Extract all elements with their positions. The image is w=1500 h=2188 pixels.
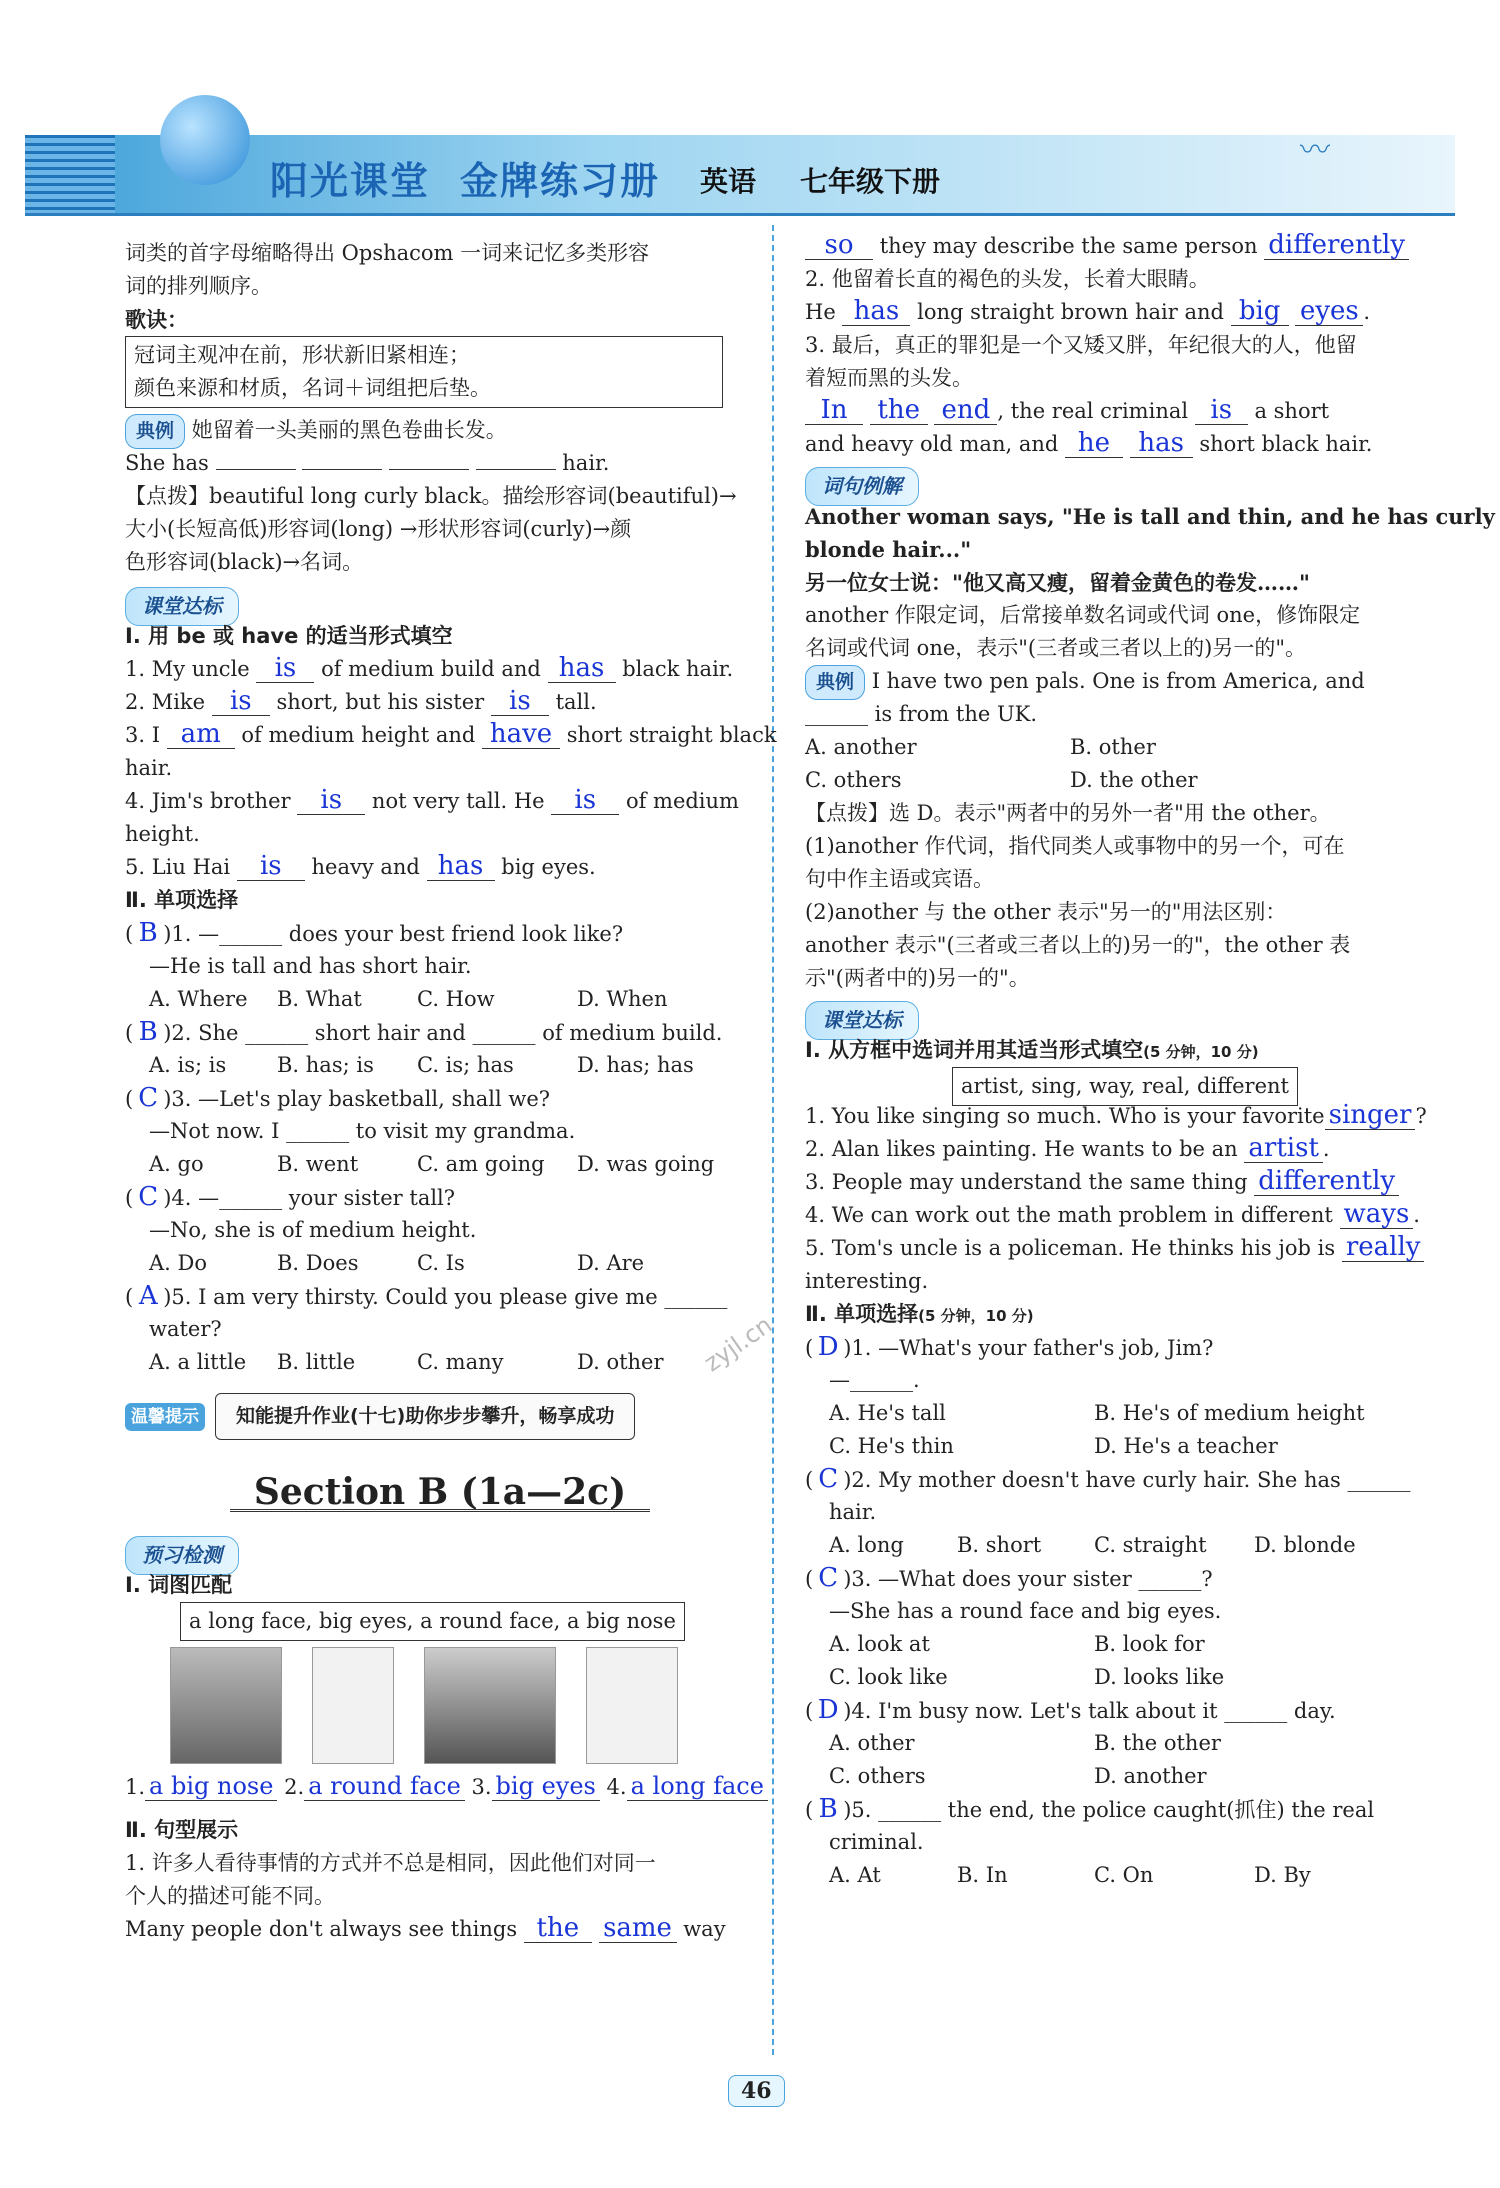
q4-text-d: height. [125,822,200,846]
match-pictures [125,1647,755,1767]
preview-badge: 预习检测 [125,1536,239,1575]
mc-question-cont: —He is tall and has short hair. [149,954,472,978]
part2-title: Ⅱ. 单项选择 [125,888,239,912]
section-title: Section B (1a—2c) [230,1476,650,1512]
explain-en-1: Another woman says, "He is tall and thin, and he has curly [805,504,1495,529]
subject-label: 英语 [700,165,757,198]
mc-option: A. a little [149,1350,247,1374]
s2-cn: 2. 他留着长直的褐色的头发，长着大眼睛。 [805,267,1210,291]
q3-text-c: short straight black [566,723,777,747]
example-option: D. the other [1070,768,1198,792]
q4-text-c: of medium [625,789,739,813]
mc-item: ( D )1. —What's your father's job, Jim? —______. A. He's tall B. He's of medium height C. He's thin D. He's a teacher [805,1331,1445,1463]
tip-box: 知能提升作业(十七)助你步步攀升，畅享成功 [215,1393,635,1440]
f5-end: interesting. [805,1269,929,1293]
f2-answer: artist [1244,1134,1322,1163]
mc-question: )3. —What does your sister ______? [843,1567,1213,1591]
mc-option: C. How [417,987,495,1011]
mc-option: B. What [277,987,362,1011]
mc-item: ( C )3. —What does your sister ______? —She has a round face and big eyes. A. look at B. look for C. look like D. looks like [805,1562,1445,1694]
mc-option: C. On [1094,1863,1154,1887]
mc-option: C. many [417,1350,504,1374]
r1-answer: so [805,231,873,260]
mc-question: )5. ______ the end, the police caught(抓住) the real [843,1798,1375,1822]
q4-text-a: 4. Jim's brother [125,789,291,813]
example-tip-5: another 表示"(三者或三者以上的)另一的"，the other 表 [805,933,1351,957]
s1-en-b: way [683,1917,726,1941]
example-q-2: ______ is from the UK. [805,702,1038,726]
q1-text-b: of medium build and [321,657,541,681]
intro-line-2: 词的排列顺序。 [125,274,272,298]
mc-option: B. He's of medium height [1094,1401,1365,1425]
q1-answer-1: is [256,654,314,683]
mc-option: A. go [149,1152,204,1176]
mc-question: )1. —______ does your best friend look like? [163,922,624,946]
mc-question: )4. I'm busy now. Let's talk about it ______ day. [843,1699,1336,1723]
p1-score: (5 分钟，10 分) [1143,1043,1259,1061]
s3-cn-2: 着短而黑的头发。 [805,366,973,390]
brand-title: 阳光课堂 [270,159,431,203]
example-tip-6: 示"(两者中的)另一的"。 [805,966,1030,990]
s3-answer-1: In [805,396,863,425]
mc-option: D. another [1094,1764,1207,1788]
mc-option: C. is; has [417,1053,514,1077]
s1-cn-1: 1. 许多人看待事情的方式并不总是相同，因此他们对同一 [125,1851,656,1875]
explain-en-2: blonde hair..." [805,537,972,562]
mc-option: D. was going [577,1152,715,1176]
explain-note-1: another 作限定词，后常接单数名词或代词 one，修饰限定 [805,603,1361,627]
f1-answer: singer [1325,1101,1416,1130]
mc-answer: D [817,1695,839,1725]
example-tag: 典例 [125,414,185,449]
header-stripes [25,135,115,213]
match-num: 3. [471,1775,492,1799]
q2-answer-2: is [491,687,549,716]
f2-end: . [1322,1137,1330,1161]
f1-text: 1. You like singing so much. Who is your favorite [805,1104,1325,1128]
f1-end: ? [1415,1104,1427,1128]
f3-text: 3. People may understand the same thing [805,1170,1248,1194]
f5-text: 5. Tom's uncle is a policeman. He thinks his job is [805,1236,1336,1260]
mc-question-cont: criminal. [829,1830,924,1854]
mc-item: ( C )3. —Let's play basketball, shall we? —Not now. I ______ to visit my grandma. A. go B. went C. am going D. was going [125,1082,755,1181]
mc-option: A. Where [149,987,248,1011]
mc-option: D. other [577,1350,664,1374]
mc-option: B. has; is [277,1053,374,1077]
match-num: 2. [284,1775,305,1799]
mc-option: D. looks like [1094,1665,1225,1689]
s2-text-a: He [805,300,836,324]
song-line-1: 冠词主观冲在前，形状新旧紧相连； [134,343,470,367]
example-she-has: She has [125,451,209,475]
example-tip-2: (1)another 作代词，指代同类人或事物中的另一个，可在 [805,834,1345,858]
match-answer: big eyes [492,1772,600,1801]
mc-answer: D [817,1332,839,1362]
mc-answer: B [138,1017,158,1047]
p1-title: Ⅰ. 从方框中选词并用其适当形式填空 [805,1038,1144,1062]
mc-option: A. He's tall [829,1401,946,1425]
mc-option: B. the other [1094,1731,1221,1755]
mc-item: ( C )4. —______ your sister tall? —No, she is of medium height. A. Do B. Does C. Is D. Are [125,1181,755,1280]
mc-option: D. Are [577,1251,645,1275]
mc-option: A. Do [149,1251,207,1275]
example-tip-4: (2)another 与 the other 表示"另一的"用法区别： [805,900,1287,924]
man-long-face-image [586,1647,678,1764]
mc-answer: B [818,1794,838,1824]
class-badge-2: 课堂达标 [805,1001,919,1040]
mc-option: A. look at [829,1632,930,1656]
mc-answer: A [138,1281,158,1311]
f2-text: 2. Alan likes painting. He wants to be an [805,1137,1238,1161]
song-box [125,336,723,408]
q5-answer-1: is [237,852,305,881]
example-option: B. other [1070,735,1156,759]
song-line-2: 颜色来源和材质，名词＋词组把后垫。 [134,376,491,400]
example-tag: 典例 [805,665,865,700]
s2-text-b: long straight brown hair and [917,300,1224,324]
example-q-1: I have two pen pals. One is from America, and [871,669,1365,693]
mc-option: B. went [277,1152,359,1176]
s3-text-e: short black hair. [1199,432,1373,456]
mc-option: B. Does [277,1251,359,1275]
q5-text-c: big eyes. [501,855,596,879]
mc-question-cont: hair. [829,1500,877,1524]
mc-question-cont: —No, she is of medium height. [149,1218,477,1242]
s3-text-c: a short [1254,399,1330,423]
match-num: 4. [606,1775,627,1799]
grade-label: 七年级下册 [800,165,941,198]
tip-row [125,1393,755,1440]
q5-text-a: 5. Liu Hai [125,855,231,879]
example-tip-1: 【点拨】选 D。表示"两者中的另外一者"用 the other。 [805,801,1331,825]
right-column: so they may describe the same person differently 2. 他留着长直的褐色的头发，长着大眼睛。 He has long straight brown hair and big eyes . 3. 最后，真正的罪犯是一个又矮又胖，年纪很大的人，他留 着短而黑的头发。 In the end , the real criminal is a short and heavy old man, and he has short black hair. 词句例解 Another woman says, "He is tall and thin, and he has curly blonde hair..." 另一位女士说："他又高又瘦，留着金黄色的卷发……" another 作限定词，后常接单数名词或代词 one，修饰限定 名词或代词 one，表示"(三者或三者以上的)另一的"。 典例 I have two pen pals. One is from America, and ______ is from the UK. A. another B. other C. others D. the other 【点拨】选 D。表示"两者中的另外一者"用 the other。 (1)another 作代词，指代同类人或事物中的另一个，可在 句中作主语或宾语。 (2)another 与 the other 表示"另一的"用法区别： another 表示"(三者或三者以上的)另一的"，the other 表 示"(两者中的)另一的"。 课堂达标 Ⅰ. 从方框中选词并用其适当形式填空(5 分钟，10 分) artist, sing, way, real, different 1. You like singing so much. Who is your favorite singer ? 2. Alan likes painting. He wants to be an artist . 3. People may understand the same thing differently 4. We can work out the math problem in different ways . 5. Tom's uncle is a policeman. He thinks his job is really interesting. Ⅱ. 单项选择(5 分钟，10 分) ( D )1. —What's your father's job, Jim? —______. A. He's tall B. He's of medium height C. He's thin D. He's a teacher ( C )2. My mother doesn't have curly hair. She has ______ hair. A. long B. short C. straight D. blonde ( C )3. —What does your sister ______? —She has a round face and big eyes. A. look at B. look for C. look like D. looks like ( D )4. I'm busy now. Let's talk about it ______ day. A. other B. the other C. others D. another ( B )5. ______ the end, the police caught(抓住) the real criminal. A. At B. In C. On D. By [805,230,1445,1892]
example-hair: hair. [562,451,610,475]
mc-item: ( C )2. My mother doesn't have curly hair. She has ______ hair. A. long B. short C. straight D. blonde [805,1463,1445,1562]
s3-cn-1: 3. 最后，真正的罪犯是一个又矮又胖，年纪很大的人，他留 [805,333,1357,357]
mc-answer: B [138,918,158,948]
mc-item: ( D )4. I'm busy now. Let's talk about it ______ day. A. other B. the other C. others D. another [805,1694,1445,1793]
bird-icon: 〰 [1300,133,1330,168]
r1-text: they may describe the same person [879,234,1258,258]
song-label: 歌诀： [125,307,188,332]
match-answer: a round face [304,1772,465,1801]
q1-answer-2: has [548,654,616,683]
q3-answer-1: am [167,720,235,749]
mc-option: C. Is [417,1251,465,1275]
mc-option: C. He's thin [829,1434,954,1458]
tip-tag: 温馨提示 [125,1403,205,1431]
mc-answer: C [138,1182,159,1212]
mc-question: )5. I am very thirsty. Could you please give me ______ [163,1285,728,1309]
r1-answer-2: differently [1264,231,1409,260]
mc-option: A. other [829,1731,915,1755]
q1-text-a: 1. My uncle [125,657,250,681]
mc-question-cont: —She has a round face and big eyes. [829,1599,1222,1623]
sun-classroom-logo [160,95,250,185]
watermark: zyjl.cn [698,1310,778,1378]
q3-text-b: of medium height and [241,723,476,747]
match-word-box: a long face, big eyes, a round face, a big nose [180,1602,685,1641]
s1-en-a: Many people don't always see things [125,1917,518,1941]
mc-option: B. look for [1094,1632,1205,1656]
f4-end: . [1413,1203,1420,1227]
mc-answer: C [818,1464,839,1494]
s2-answer-2: big [1231,297,1289,326]
mc-question: )2. My mother doesn't have curly hair. She has ______ [843,1468,1411,1492]
match-title: Ⅰ. 词图匹配 [125,1573,233,1597]
s1-answer-2: same [599,1914,677,1943]
mc-option: C. straight [1094,1533,1207,1557]
match-num: 1. [125,1775,146,1799]
s3-answer-2: the [870,396,928,425]
example-option: A. another [805,735,917,759]
mc-option: B. little [277,1350,356,1374]
sentence-title: Ⅱ. 句型展示 [125,1818,239,1842]
baby-big-eyes-image [424,1647,556,1764]
mc-question-cont: water? [149,1317,222,1341]
explain-note-2: 名词或代词 one，表示"(三者或三者以上的)另一的"。 [805,636,1306,660]
f5-answer: really [1342,1233,1425,1262]
s2-answer-1: has [842,297,910,326]
mc-option: D. blonde [1254,1533,1356,1557]
mc-option: C. look like [829,1665,948,1689]
q3-text-d: hair. [125,756,173,780]
q5-text-b: heavy and [311,855,420,879]
mc-option: C. others [829,1764,926,1788]
man-big-nose-image [170,1647,282,1764]
explain-cn: 另一位女士说："他又高又瘦，留着金黄色的卷发……" [805,570,1310,595]
mc-question: )4. —______ your sister tall? [163,1186,456,1210]
mc-option: D. He's a teacher [1094,1434,1278,1458]
mc-option: D. has; has [577,1053,694,1077]
class-badge: 课堂达标 [125,587,239,626]
q4-answer-2: is [551,786,619,815]
s2-answer-3: eyes [1295,297,1363,326]
f4-answer: ways [1340,1200,1414,1229]
part1-title: Ⅰ. 用 be 或 have 的适当形式填空 [125,624,453,648]
s3-answer-3: end [934,396,997,425]
mc-question-cont: —Not now. I ______ to visit my grandma. [149,1119,576,1143]
q2-text-b: short, but his sister [276,690,485,714]
mc-question-cont: —______. [829,1368,920,1392]
mc-question: )3. —Let's play basketball, shall we? [163,1087,551,1111]
q3-text-a: 3. I [125,723,161,747]
mc-item: ( B )1. —______ does your best friend look like? —He is tall and has short hair. A. Where B. What C. How D. When [125,917,755,1016]
word-box: artist, sing, way, real, different [952,1067,1298,1106]
s1-cn-2: 个人的描述可能不同。 [125,1884,335,1908]
girl-round-face-image [312,1647,394,1764]
page-number: 46 [728,2075,785,2107]
s3-text-d: and heavy old man, and [805,432,1059,456]
column-divider [772,225,774,2055]
right-mc-list [805,1331,1445,1892]
s3-answer-6: has [1130,429,1193,458]
s3-answer-5: he [1065,429,1123,458]
p2-score: (5 分钟，10 分) [918,1307,1034,1325]
s3-text-b: , the real criminal [997,399,1189,423]
tip-line-3: 色形容词(black)→名词。 [125,550,364,574]
mc-option: B. In [957,1863,1008,1887]
mc-item: ( A )5. I am very thirsty. Could you please give me ______ water? A. a little B. little C. many D. other [125,1280,755,1379]
tip-line-2: 大小(长短高低)形容词(long) →形状形容词(curly)→颜 [125,517,632,541]
f3-answer: differently [1254,1167,1399,1196]
q2-answer-1: is [212,687,270,716]
match-answer: a big nose [145,1772,277,1801]
q5-answer-2: has [427,852,495,881]
p2-title: Ⅱ. 单项选择 [805,1302,919,1326]
example-option: C. others [805,768,902,792]
mc-question: )1. —What's your father's job, Jim? [843,1336,1214,1360]
mc-option: A. is; is [149,1053,227,1077]
brand-subtitle: 金牌练习册 [460,159,661,203]
q4-answer-1: is [297,786,365,815]
example-tip-3: 句中作主语或宾语。 [805,867,994,891]
q2-text-c: tall. [555,690,597,714]
match-answer: a long face [627,1772,768,1801]
left-mc-list [125,917,755,1379]
mc-option: C. am going [417,1152,545,1176]
mc-answer: C [138,1083,159,1113]
f4-text: 4. We can work out the math problem in different [805,1203,1333,1227]
mc-option: D. When [577,987,668,1011]
q4-text-b: not very tall. He [371,789,545,813]
mc-option: A. long [829,1533,904,1557]
intro-line-1: 词类的首字母缩略得出 Opshacom 一词来记忆多类形容 [125,241,650,265]
mc-option: B. short [957,1533,1042,1557]
mc-option: D. By [1254,1863,1311,1887]
mc-question: )2. She ______ short hair and ______ of medium build. [163,1021,723,1045]
mc-item: ( B )5. ______ the end, the police caught(抓住) the real criminal. A. At B. In C. On D. By [805,1793,1445,1892]
mc-item: ( B )2. She ______ short hair and ______ of medium build. A. is; is B. has; is C. is; has D. has; has [125,1016,755,1082]
left-column [125,237,777,1946]
example-question: 她留着一头美丽的黑色卷曲长发。 [191,418,507,442]
s3-answer-4: is [1195,396,1248,425]
tip-line-1: 【点拨】beautiful long curly black。描绘形容词(beautiful)→ [125,484,737,508]
mc-option: A. At [829,1863,881,1887]
q3-answer-2: have [482,720,560,749]
explain-badge: 词句例解 [805,467,919,506]
mc-answer: C [818,1563,839,1593]
q1-text-c: black hair. [622,657,734,681]
q2-text-a: 2. Mike [125,690,206,714]
s1-answer-1: the [524,1914,592,1943]
